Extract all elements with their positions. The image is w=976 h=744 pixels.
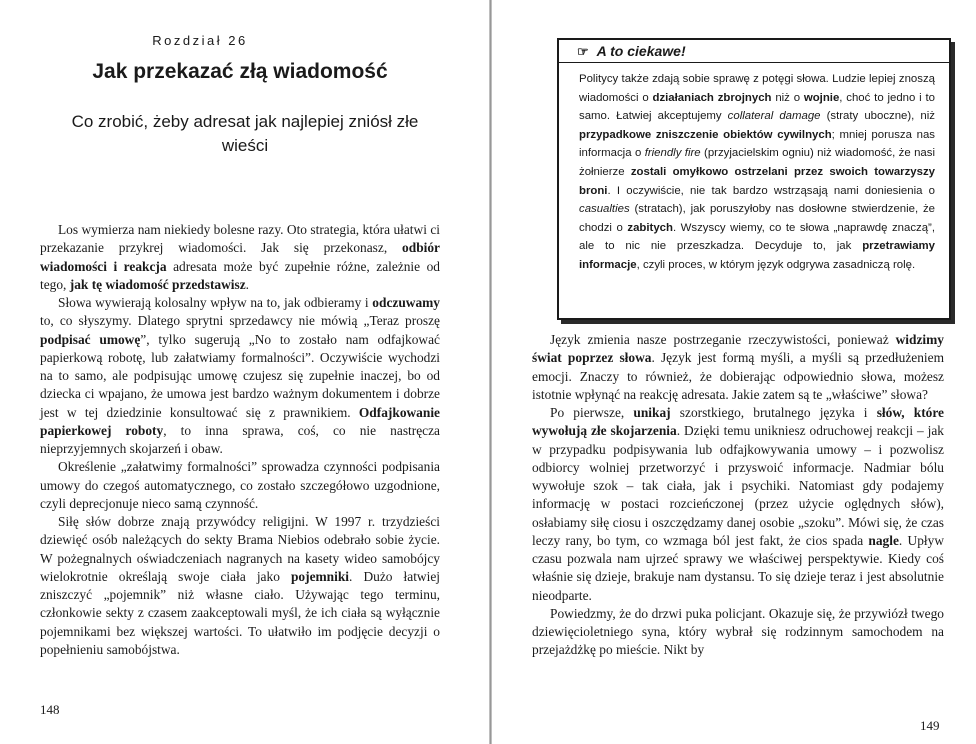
left-body-text <box>40 221 440 659</box>
paragraph: Powiedzmy, że do drzwi puka policjant. Okazuje się, że przywiózł twego dziewięcioletniego syna, który wybrał się rodzinnym samochodem na przejażdżkę po mieście. Nikt by <box>532 605 944 658</box>
paragraph: Po pierwsze, unikaj szorstkiego, brutalnego języka i słów, które wywołują złe skojarzenia. Dzięki temu unikniesz odruchowej reakcji – jak w przypadku podpisywania lub odfajkowywania umowy – i pozwolisz odbiorcy wolniej przetworzyć i przyswoić informacje. Nadmiar bólu wywołuje szok – tak ciała, jak i psychiki. Natomiast gdy podajemy informację w postaci rozcieńczonej (przez użycie oględnych słów), osłabiamy siłę ciosu i oszczędzamy danej osobie „szoku”. Mówi się, że czas leczy rany, bo tym, co wzmaga ból jest fakt, że cios spada nagle. Upływ czasu pozwala nam ujrzeć sprawy we właściwej perspektywie. Kiedy coś właśnie się dzieje, brakuje nam dystansu. To się dzieje teraz i jest absolutnie nieodparte. <box>532 405 945 603</box>
chapter-title: Jak przekazać złą wiadomość <box>92 60 388 83</box>
page-number: 149 <box>920 718 940 733</box>
fact-box-title: A to ciekawe! <box>596 43 686 59</box>
right-page <box>492 0 976 744</box>
fact-box-header <box>559 40 949 63</box>
fact-box-text: Politycy także zdają sobie sprawę z potęgi słowa. Ludzie lepiej znoszą wiadomości o działaniach zbrojnych niż o wojnie, choć to jedno i to samo. Łatwiej akceptujemy collateral damage (straty uboczne), niż przypadkowe zniszczenie obiektów cywilnych; mniej porusza nas informacja o friendly fire (przyjacielskim ogniu) niż wiadomość, że nasi żołnierze zostali omyłkowo ostrzelani przez swoich towarzyszy broni. I oczywiście, nie tak bardzo wstrząsają nami doniesienia o casualties (stratach), jak poruszyłoby nas dosłowne stwierdzenie, że chodzi o zabitych. Wszyscy wiemy, co te słowa „naprawdę znaczą”, ale to nic nie przeszkadza. Decyduje to, jak przetrawiamy informacje, czyli proces, w którym język odgrywa zasadniczą rolę. <box>579 73 936 271</box>
right-body-text <box>532 331 944 660</box>
paragraph: Los wymierza nam niekiedy bolesne razy. Oto strategia, która ułatwi ci przekazanie przykrej wiadomości. Jak się przekonasz, odbiór wiadomości i reakcja adresata może być zupełnie różne, zależnie od tego, jak tę wiadomość przedstawisz. <box>40 222 440 292</box>
page-number: 148 <box>40 702 60 717</box>
chapter-subtitle: Co zrobić, żeby adresat jak najlepiej zniósł złe wieści <box>71 112 419 155</box>
paragraph: Określenie „załatwimy formalności” sprowadza czynności podpisania umowy do czegoś automatycznego, co zostało szczegółowo uzgodnione, czyli deprecjonuje nieco samą czynność. <box>40 459 440 511</box>
paragraph: Siłę słów dobrze znają przywódcy religijni. W 1997 r. trzydzieści dziewięć osób należących do sekty Brama Niebios odebrało sobie życie. W pożegnalnych oświadczeniach nagranych na kasety wideo samobójcy wielokrotnie określają swoje ciała jako pojemniki. Dużo łatwiej zniszczyć „pojemnik” niż własne ciało. Używając tego terminu, członkowie sekty z czasem zaakceptowali myśl, że ich ciała są wyłącznie pojemnikami bez większej wartości. To ułatwiło im podjęcie decyzji o popełnieniu samobójstwa. <box>40 514 440 657</box>
paragraph: Słowa wywierają kolosalny wpływ na to, jak odbieramy i odczuwamy to, co słyszymy. Dlatego sprytni sprzedawcy nie mówią „Teraz proszę podpisać umowę”, tylko sugerują „No to zostało nam odfajkować papierkową robotę, lub załatwiamy formalności”. Oczywiście wychodzi na to samo, ale podpisując umowę czujesz się zupełnie inaczej, bo od dziecka ci wpajano, że umowa jest bardzo ważnym dokumentem i dobrze jest w tej dziedzinie konsultować się z prawnikiem. Odfajkowanie papierkowej roboty, to inna sprawa, coś, co nie nastręcza nieprzyjemnych skojarzeń i obaw. <box>40 295 440 456</box>
paragraph: Język zmienia nasze postrzeganie rzeczywistości, ponieważ widzimy świat poprzez słowa. Język jest formą myśli, a myśli są przedłużeniem emocji. Znaczy to również, że dobierając odpowiednio słowa, możesz istotnie wpłynąć na reakcję adresata. Jakie zatem są te „właściwe” słowa? <box>532 332 944 402</box>
pointing-hand-icon: ☞ <box>577 44 589 59</box>
fact-box <box>557 38 951 320</box>
chapter-label: Rozdział 26 <box>152 33 248 48</box>
